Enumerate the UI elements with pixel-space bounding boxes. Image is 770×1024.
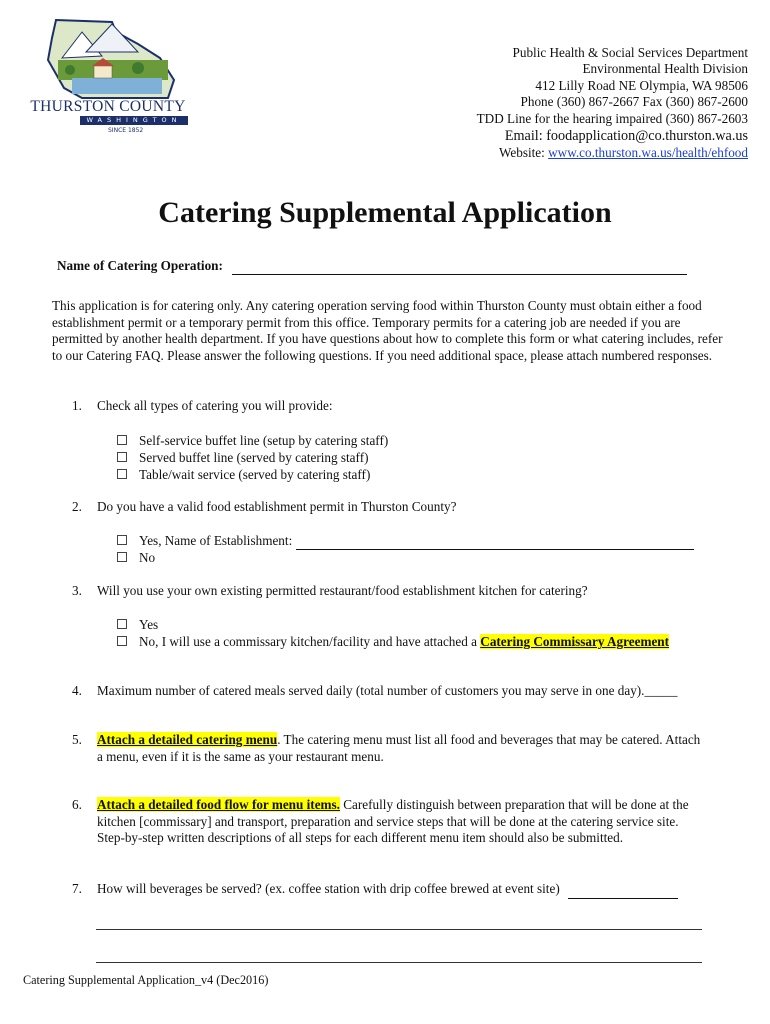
logo-county-name: THURSTON COUNTY xyxy=(30,98,186,115)
option-label: Yes, Name of Establishment: xyxy=(139,533,293,548)
question-number: 5. xyxy=(72,732,82,747)
option-label: Table/wait service (served by catering staff) xyxy=(139,467,371,483)
header-website xyxy=(477,145,748,161)
question-body: . The catering menu must list all food and beverages that may be catered. Attach a menu, even if it is the same as your restaurant menu. xyxy=(97,732,701,764)
q2-options xyxy=(117,532,694,566)
name-label: Name of Catering Operation: xyxy=(57,258,223,273)
page-title: Catering Supplemental Application xyxy=(158,196,612,229)
question-number: 3. xyxy=(72,583,82,598)
option-label: Served buffet line (served by catering staff) xyxy=(139,450,369,466)
header-email: Email: foodapplication@co.thurston.wa.us xyxy=(504,128,748,145)
header-division: Environmental Health Division xyxy=(582,61,748,77)
option-label: Yes xyxy=(139,617,159,632)
header-address: 412 Lilly Road NE Olympia, WA 98506 xyxy=(535,77,748,93)
header-phone: Phone (360) 867-2667 Fax (360) 867-2600 xyxy=(520,94,748,110)
catering-menu-highlight: Attach a detailed catering menu xyxy=(97,732,278,747)
thurston-county-logo xyxy=(28,18,188,133)
question-text xyxy=(97,797,707,847)
catering-operation-name-input[interactable] xyxy=(232,258,687,275)
q3-option-yes[interactable] xyxy=(117,616,669,633)
page-footer: Catering Supplemental Application_v4 (Dec2016) xyxy=(23,973,269,987)
q3-options xyxy=(117,616,669,650)
question-number: 6. xyxy=(72,797,82,812)
question-number: 2. xyxy=(72,499,82,514)
beverage-answer-input[interactable] xyxy=(568,881,678,899)
q1-option-self-service[interactable] xyxy=(117,432,388,449)
question-body: How will beverages be served? (ex. coffee station with drip coffee brewed at event site) xyxy=(97,881,560,896)
question-text xyxy=(97,881,707,899)
website-label: Website: xyxy=(499,145,549,161)
q1-option-table-service[interactable] xyxy=(117,466,388,483)
checkbox[interactable] xyxy=(117,619,127,629)
question-text: Maximum number of catered meals served daily (total number of customers you may serve in one day)._____ xyxy=(97,683,678,698)
option-label: Self-service buffet line (setup by catering staff) xyxy=(139,433,389,448)
header-tdd: TDD Line for the hearing impaired (360) 867-2603 xyxy=(476,110,748,126)
answer-line-2[interactable] xyxy=(96,962,702,963)
checkbox[interactable] xyxy=(117,452,127,462)
question-text: Check all types of catering you will provide: xyxy=(97,398,333,413)
q3-option-no[interactable] xyxy=(117,633,669,650)
establishment-name-input[interactable] xyxy=(296,532,694,550)
department-header xyxy=(477,45,748,161)
question-number: 7. xyxy=(72,881,82,896)
intro-paragraph: This application is for catering only. Any catering operation serving food within Thurston County must obtain either a food establishment permit or a temporary permit from this office. Temporary permits for a catering job are needed if you are permitted by another health department. If you have questions about how to complete this form or what catering includes, refer to our Catering FAQ. Please answer the following questions. If you need additional space, please attach numbered responses. xyxy=(52,298,723,363)
catering-operation-name-field xyxy=(57,258,687,275)
q2-option-no[interactable] xyxy=(117,549,694,566)
checkbox[interactable] xyxy=(117,535,127,545)
q1-options xyxy=(117,432,388,484)
question-text xyxy=(97,732,707,765)
logo-since: SINCE 1852 xyxy=(108,127,144,134)
answer-line-1[interactable] xyxy=(96,929,702,930)
question-number: 4. xyxy=(72,683,82,698)
checkbox[interactable] xyxy=(117,469,127,479)
logo-state-bar: WASHINGTON xyxy=(80,116,188,125)
question-number: 1. xyxy=(72,398,82,413)
q2-option-yes[interactable] xyxy=(117,532,694,549)
county-map-emblem xyxy=(42,18,182,100)
checkbox[interactable] xyxy=(117,636,127,646)
checkbox[interactable] xyxy=(117,552,127,562)
question-text: Do you have a valid food establishment permit in Thurston County? xyxy=(97,499,457,514)
website-link[interactable]: www.co.thurston.wa.us/health/ehfood xyxy=(548,145,748,161)
checkbox[interactable] xyxy=(117,435,127,445)
option-label: No xyxy=(139,550,156,566)
question-text: Will you use your own existing permitted restaurant/food establishment kitchen for catering? xyxy=(97,583,588,598)
header-department: Public Health & Social Services Department xyxy=(512,45,748,60)
question-body: Carefully distinguish between preparation that will be done at the kitchen [commissary] and transport, preparation and service steps that will be done at the catering service site. Step-by-step written descriptions of all steps for each different menu item should also be submitted. xyxy=(97,797,689,846)
q1-option-served-buffet[interactable] xyxy=(117,449,388,466)
catering-commissary-agreement-link[interactable]: Catering Commissary Agreement xyxy=(480,634,670,650)
food-flow-highlight: Attach a detailed food flow for menu items. xyxy=(97,797,340,812)
option-label: No, I will use a commissary kitchen/facility and have attached a xyxy=(139,634,481,650)
